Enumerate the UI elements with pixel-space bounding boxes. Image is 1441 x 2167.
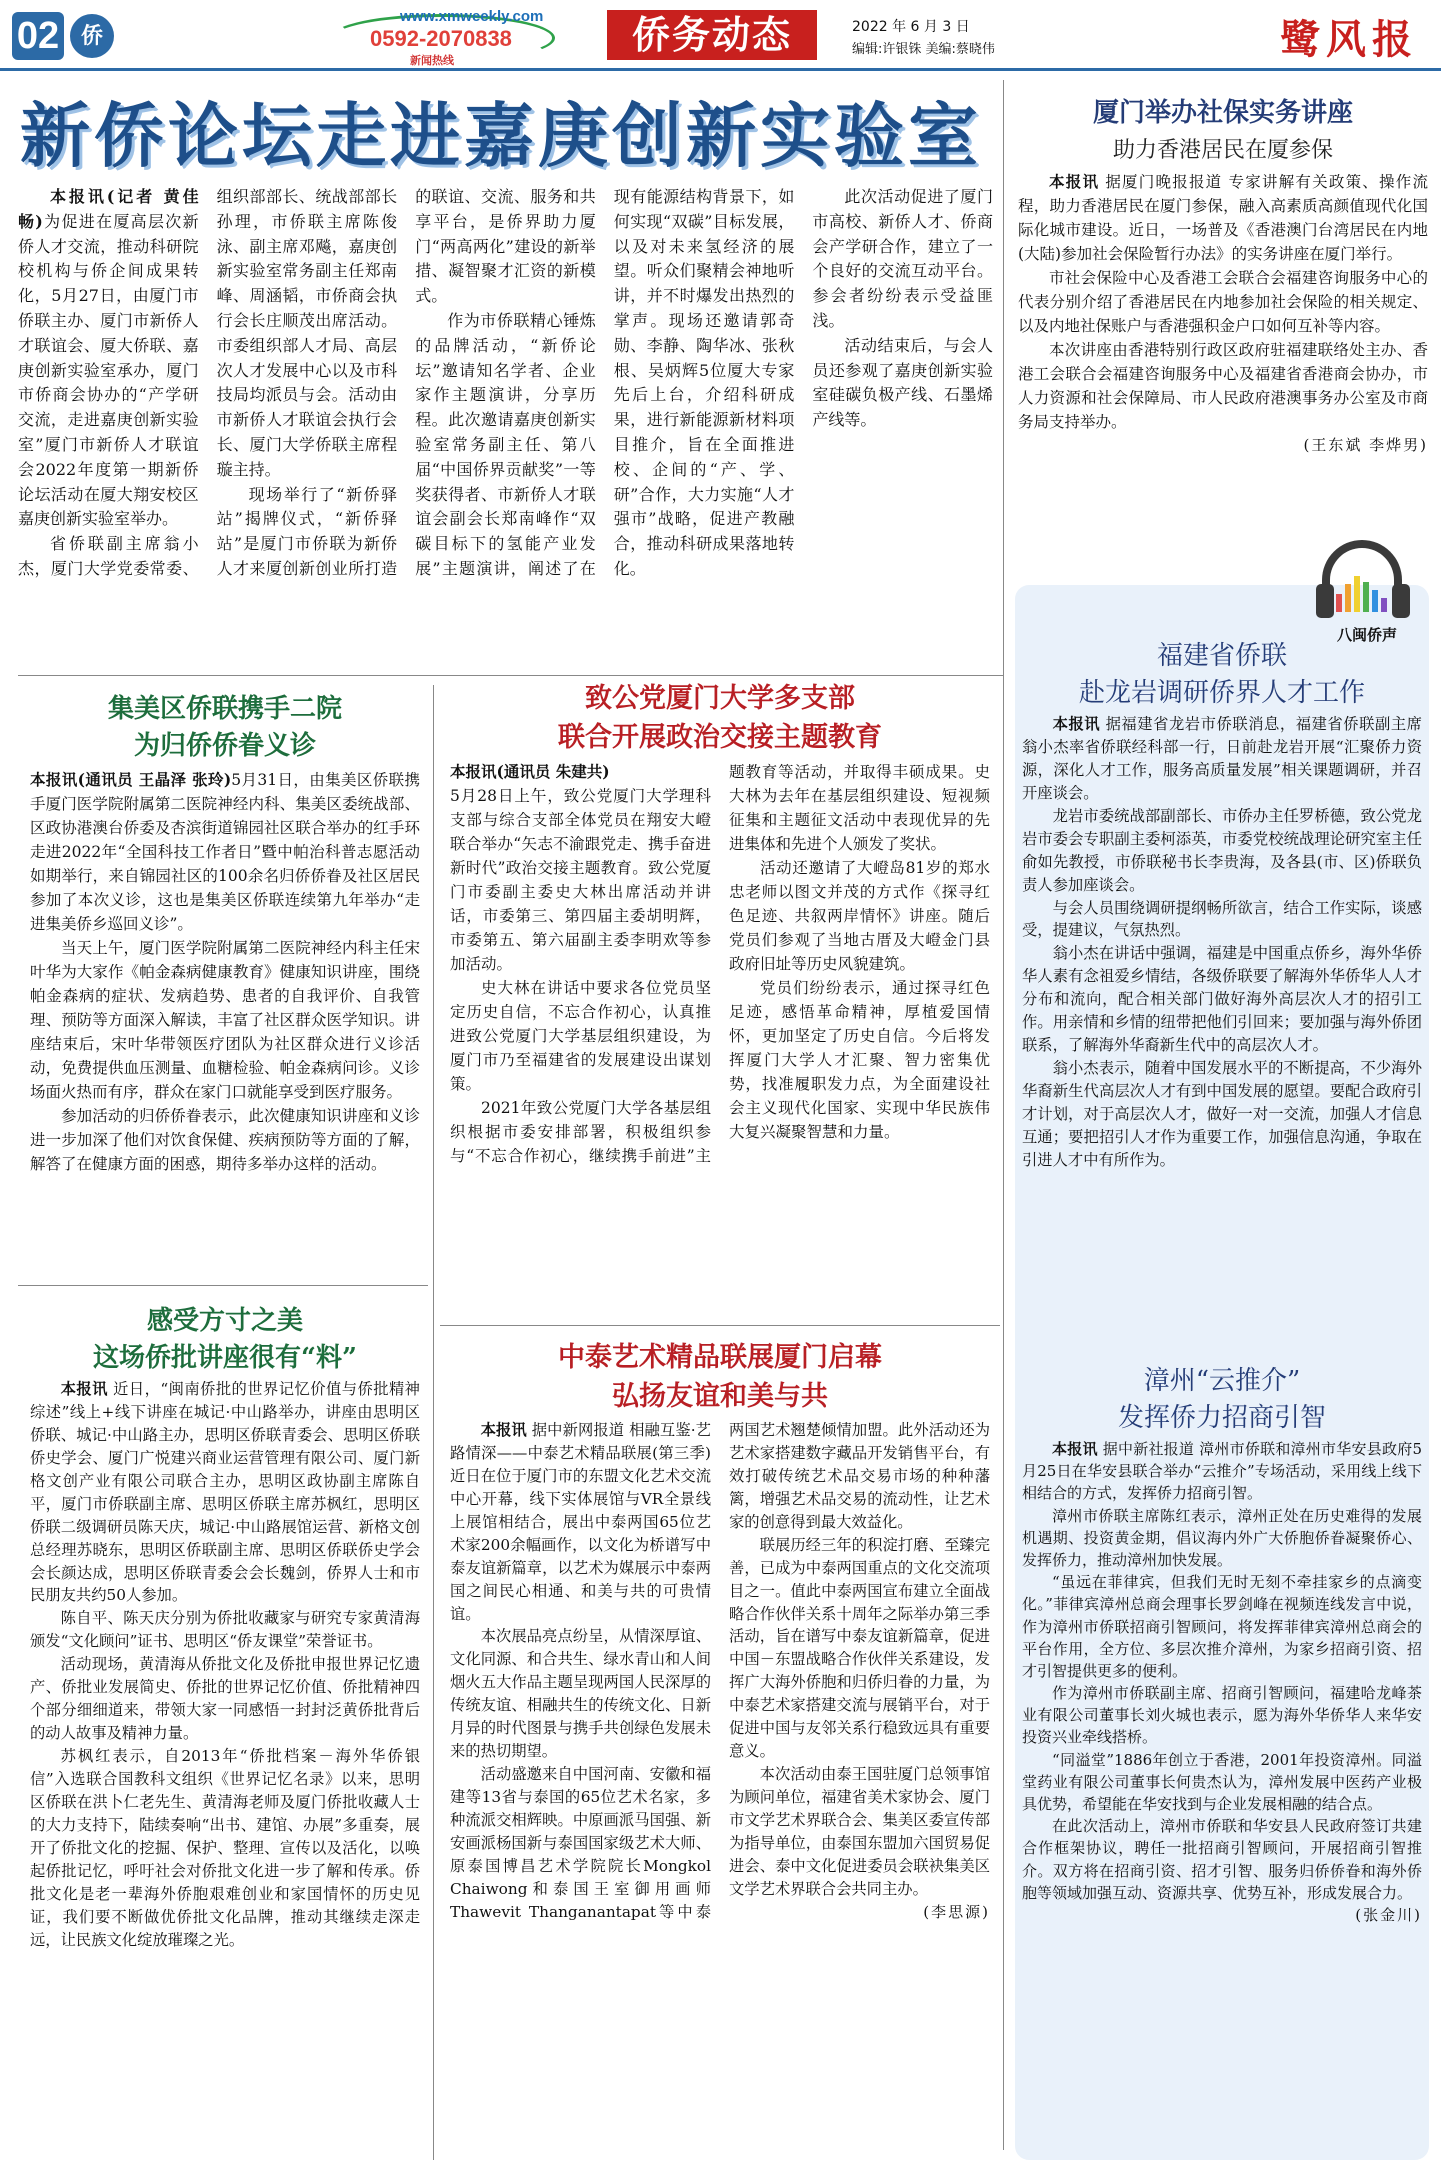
zhigong-para: 本报讯(通讯员 朱建共) 5月28日上午，致公党厦门大学理科支部与综合支部全体党员在翔安大嶝联合举办“矢志不渝跟党走、携手奋进新时代”政治交接主题教育。致公党厦门市委副主委史大林出席活动并讲话，市委第三、第四届主委胡明辉，市委第五、第六届副主委李明欢等参加活动。 [450, 762, 711, 974]
zhangzhou-article [1022, 1360, 1422, 1926]
lead-para: 本报讯(记者 黄佳畅)为促进在厦高层次新侨人才交流，推动科研院校机构与侨企间成果转化，5月27日，由厦门市侨联主办、厦门市新侨人才联谊会、厦大侨联、嘉庚创新实验室承办，厦门市侨商会协办的“产学研交流，走进嘉庚创新实验室”厦门市新侨人才联谊会2022年度第一期新侨论坛活动在厦大翔安校区嘉庚创新实验室举办。 [18, 187, 199, 529]
thai-para: 本次活动由泰王国驻厦门总领事馆为顾问单位，福建省美术家协会、厦门市文学艺术界联合会、集美区委宣传部为指导单位，由泰国东盟加六国贸易促进会、泰中文化促进委员会联袂集美区文学艺术界联合会共同主办。 [729, 1765, 990, 1898]
jimei-body [30, 768, 420, 1176]
masthead-rule [0, 68, 1441, 71]
lead-para: 此次活动促进了厦门市高校、新侨人才、侨商会产学研合作，建立了一个良好的交流互动平台。参会者纷纷表示受益匪浅。 [812, 187, 993, 330]
editors: 编辑:许银铢 美编:蔡晓伟 [852, 42, 995, 57]
fujian-body [1022, 713, 1422, 1172]
thai-para: 本次展品亮点纷呈，从情深厚谊、文化同源、和合共生、绿水青山和人间烟火五大作品主题呈现两国人民深厚的传统友谊、相融共生的传统文化、日新月异的时代图景与携手共创绿色发展未来的热切期望。 [450, 1627, 711, 1761]
zhangzhou-para: “虽远在菲律宾，但我们无时无刻不牵挂家乡的点滴变化。”菲律宾漳州总商会理事长罗剑峰在视频连线发言中说，作为漳州市侨联招商引智顾问，将发挥菲律宾漳州总商会的平台作用，全方位、多层次推介漳州，为家乡招商引资、招才引智提供更多的便利。 [1022, 1573, 1422, 1680]
thai-para: 本报讯 据中新网报道 相融互鉴·艺路情深——中泰艺术精品联展(第三季)近日在位于厦门市的东盟文化艺术交流中心开幕，线下实体展馆与VR全景线上展馆相结合，展出中泰两国65位艺术家200余幅画作，以文化为桥谱写中泰友谊新篇章，以艺术为媒展示中泰两国之间民心相通、和美与共的可贵情谊。 [450, 1421, 711, 1623]
thai-article [450, 1335, 990, 2154]
column-divider [1003, 80, 1004, 2150]
lead-para: 作为市侨联精心锤炼的品牌活动，“新侨论坛”邀请知名学者、企业家作主题演讲，分享历程。此次邀请嘉庚创新实验室常务副主任、第八届“中国侨界贡献奖”一等奖获得者、市新侨人才联谊会副会长郑南峰作“双碳目标下的氢能产业发展”主题演讲，阐述了在现有能源结构背景下，如何实现“双碳”目标发展，以及对未来氢经济的展望。听众们聚精会神地听讲，并不时爆发出热烈的掌声。现场还邀请郭奇勋、李静、陶华冰、张秋根、吴炳辉5位厦大专家先后上台，介绍科研成果，进行新能源新材料项目推介，旨在全面推进校、企间的“产、学、研”合作，大力实施“人才强市”战略，促进产教融合，推动科研成果落地转化。 [415, 187, 795, 578]
qiaopi-para: 苏枫红表示，自2013年“侨批档案－海外华侨银信”入选联合国教科文组织《世界记忆名录》以来，思明区侨联在洪卜仁老先生、黄清海老师及厦门侨批收藏人士的大力支持下，陆续奏响“出书、建馆、办展”多重奏，展开了侨批文化的挖掘、保护、整理、宣传以及活化，以唤起侨批记忆，呼吁社会对侨批文化进一步了解和传承。侨批文化是老一辈海外侨胞艰难创业和家国情怀的历史见证，我们要不断做优侨批文化品牌，推动其继续走深走远，让民族文化绽放璀璨之光。 [30, 1747, 420, 1949]
fujian-para: 本报讯 据福建省龙岩市侨联消息，福建省侨联副主席翁小杰率省侨联经科部一行，日前赴龙岩开展“汇聚侨力资源，深化人才工作，服务高质量发展”相关课题调研，并召开座谈会。 [1022, 715, 1422, 802]
jimei-para: 当天上午，厦门医学院附属第二医院神经内科主任宋叶华为大家作《帕金森病健康教育》健康知识讲座，围绕帕金森病的症状、发病趋势、患者的自我评价、自我管理、预防等方面深入解读，丰富了社区群众医学知识。讲座结束后，宋叶华带领医疗团队为社区群众进行义诊活动，免费提供血压测量、血糖检验、帕金森病问诊。义诊场面火热而有序，群众在家门口就能享受到医疗服务。 [30, 939, 420, 1102]
thai-para: 活动盛邀来自中国河南、安徽和福建等13省与泰国的65位艺术名家，多种流派交相辉映。中原画派马国强、新安画派杨国新与泰国国家级艺术大师、原泰国博昌艺术学院院长Mongkol Chaiwong和泰国王室御用画师Thawevit Thanganantapat等中泰两国艺术翘楚倾情加盟。此外活动还为艺术家搭建数字藏品开发销售平台，有效打破传统艺术品交易市场的种种藩篱，增强艺术品交易的流动性，让艺术家的创意得到最大效益化。 [450, 1421, 990, 1921]
lead-byline: 本报讯(记者 黄佳畅) [18, 187, 199, 231]
qiaopi-article [30, 1300, 420, 1951]
hk-para: 本次讲座由香港特别行政区政府驻福建联络处主办、香港工会联合会福建咨询服务中心及福建省香港商会协办，市人力资源和社会保障局、市人民政府港澳事务办公室及市商务局支持举办。 [1018, 341, 1428, 432]
qiaopi-para: 本报讯 近日，“闽南侨批的世界记忆价值与侨批精神综述”线上+线下讲座在城记·中山路举办，讲座由思明区侨联、城记·中山路主办，思明区侨联青委会、思明区侨联侨史学会、厦门广悦建兴商业运营管理有限公司、厦门新格文创产业有限公司联合主办，思明区政协副主席陈自平，厦门市侨联副主席、思明区侨联主席苏枫红，思明区侨联二级调研员陈天庆，城记·中山路展馆运营、新格文创总经理苏晓东，思明区侨联副主席、思明区侨联侨史学会会长颜达成，思明区侨联青委会会长魏剑，侨界人士和市民朋友共约50人参加。 [30, 1380, 420, 1605]
issue-date: 2022 年 6 月 3 日 [852, 19, 970, 35]
fujian-para: 龙岩市委统战部副部长、市侨办主任罗桥德，致公党龙岩市委会专职副主委柯添英，市委党校统战理论研究室主任俞如先教授，市侨联秘书长李贵海，及各县(市、区)侨联负责人参加座谈会。 [1022, 806, 1422, 894]
zhangzhou-signature: (张金川) [1355, 1905, 1422, 1924]
section-divider [440, 1325, 1000, 1326]
hk-para: 市社会保险中心及香港工会联合会福建咨询服务中心的代表分别介绍了香港居民在内地参加社会保险的相关规定、以及内地社保账户与香港强积金户口如何互补等内容。 [1018, 269, 1428, 336]
hk-title: 厦门举办社保实务讲座 [1092, 98, 1353, 128]
zhangzhou-para: “同溢堂”1886年创立于香港，2001年投资漳州。同溢堂药业有限公司董事长何贵杰认为，漳州发展中医药产业极具优势，希望能在华安找到与企业发展相融的结合点。 [1022, 1750, 1422, 1813]
hk-byline: 本报讯 [1049, 172, 1100, 191]
lead-para: 活动结束后，与会人员还参观了嘉庚创新实验室硅碳负极产线、石墨烯产线等。 [812, 335, 993, 430]
zhangzhou-body [1022, 1438, 1422, 1926]
fujian-title: 福建省侨联 赴龙岩调研侨界人才工作 [1078, 641, 1365, 708]
jimei-byline: 本报讯(通讯员 王晶泽 张玲) [30, 770, 232, 789]
jimei-para: 参加活动的归侨侨眷表示，此次健康知识讲座和义诊进一步加深了他们对饮食保健、疾病预防等方面的了解，解答了在健康方面的困惑，期待多举办这样的活动。 [30, 1107, 420, 1174]
page-badge-icon: 侨 [70, 14, 114, 58]
zhigong-para: 党员们纷纷表示，通过探寻红色足迹，感悟革命精神，厚植爱国情怀，更加坚定了历史自信。今后将发挥厦门大学人才汇聚、智力密集优势，找准履职发力点，为全面建设社会主义现代化国家、实现中华民族伟大复兴凝聚智慧和力量。 [729, 979, 990, 1142]
hk-body [1018, 170, 1428, 457]
hk-signature: (王东斌 李烨男) [1303, 436, 1428, 455]
zhigong-article [450, 676, 990, 1320]
fujian-para: 与会人员围绕调研提纲畅所欲言，结合工作实际，谈感受，提建议，气氛热烈。 [1022, 898, 1422, 940]
fujian-byline: 本报讯 [1052, 715, 1101, 733]
zhangzhou-para: 在此次活动上，漳州市侨联和华安县人民政府签订共建合作框架协议，聘任一批招商引智顾问，开展招商引智推介。双方将在招商引资、招才引智、服务归侨侨眷和海外侨胞等领域加强互动、资源共享、优势互补，形成发展合力。 [1022, 1817, 1422, 1902]
weekly-logo [330, 8, 555, 66]
zhigong-byline: 本报讯(通讯员 朱建共) [450, 762, 610, 781]
zhigong-body [450, 760, 990, 1320]
zhigong-para: 2021年致公党厦门大学各基层组织根据市委安排部署，积极组织参与“不忘合作初心，继续携手前进”主题教育等活动，并取得丰硕成果。史大林为去年在基层组织建设、短视频征集和主题征文活动中表现优异的先进集体和先进个人颁发了奖状。 [450, 763, 990, 1166]
lead-para: 省侨联副主席翁小杰，厦门大学党委常委、组织部部长、统战部部长孙理，市侨联主席陈俊泳、副主席邓飚，嘉庚创新实验室常务副主任郑南峰、周涵韬，市侨商会执行会长庄顺茂出席活动。市委组织部人才局、高层次人才发展中心以及市科技局均派员与会。活动由市新侨人才联谊会执行会长、厦门大学侨联主席程璇主持。 [18, 187, 398, 578]
lead-article [18, 185, 993, 615]
zhigong-title: 致公党厦门大学多支部 联合开展政治交接主题教育 [558, 683, 882, 753]
qiaopi-para: 活动现场，黄清海从侨批文化及侨批申报世界记忆遗产、侨批业发展简史、侨批的世界记忆价值、侨批精神四个部分细细道来，带领大家一同感悟一封封泛黄侨批背后的动人故事及精神力量。 [30, 1655, 420, 1743]
qiaopi-byline: 本报讯 [60, 1380, 108, 1398]
panel-label: 八闽侨声 [1336, 626, 1397, 644]
zhangzhou-byline: 本报讯 [1052, 1440, 1098, 1458]
hk-para: 本报讯 据厦门晚报报道 专家讲解有关政策、操作流程，助力香港居民在厦门参保，融入高素质高颜值现代化国际化城市建设。近日，一场普及《香港澳门台湾居民在内地(大陆)参加社会保险暂行办法》的实务讲座在厦门举行。 [1018, 172, 1428, 264]
jimei-article [30, 688, 420, 1176]
lead-para: 现场举行了“新侨驿站”揭牌仪式，“新侨驿站”是厦门市侨联为新侨人才来厦创新创业所打造的联谊、交流、服务和共享平台，是侨界助力厦门“两高两化”建设的新举措、凝智聚才汇资的新模式。 [216, 187, 596, 578]
qiaopi-title: 感受方寸之美 这场侨批讲座很有“料” [93, 1306, 357, 1373]
zhangzhou-para: 漳州市侨联主席陈红表示，漳州正处在历史难得的发展机遇期、投资黄金期，倡议海内外广大侨胞侨眷凝聚侨心、发挥侨力，推动漳州加快发展。 [1022, 1506, 1422, 1569]
zhangzhou-title: 漳州“云推介” 发挥侨力招商引智 [1117, 1366, 1326, 1433]
zhangzhou-para: 本报讯 据中新社报道 漳州市侨联和漳州市华安县政府5月25日在华安县联合举办“云推介”专场活动，采用线上线下相结合的方式，发挥侨力招商引智。 [1022, 1440, 1422, 1503]
thai-signature: (李思源) [923, 1902, 990, 1921]
lead-headline: 新侨论坛走进嘉庚创新实验室 [20, 94, 982, 177]
fujian-para: 翁小杰在讲话中强调，福建是中国重点侨乡，海外华侨华人素有念祖爱乡情结，各级侨联要了解海外华侨华人人才分布和流向，配合相关部门做好海外高层次人才的招引工作。用亲情和乡情的纽带把他们引回来；要加强与海外侨团联系，了解海外华裔新生代中的高层次人才。 [1022, 944, 1422, 1055]
hotline-number: 0592-2070838 [370, 26, 512, 51]
jimei-title: 集美区侨联携手二院 为归侨侨眷义诊 [107, 694, 342, 761]
column-divider [433, 685, 434, 2160]
hk-article [1018, 92, 1428, 457]
zhigong-para: 活动还邀请了大嶝岛81岁的郑水忠老师以图文并茂的方式作《探寻红色足迹、共叙两岸情怀》讲座。随后党员们参观了当地古厝及大嶝金门县政府旧址等历史风貌建筑。 [729, 859, 990, 974]
headphone-icon [1312, 532, 1422, 647]
masthead [0, 0, 1441, 70]
hotline-label: 新闻热线 [410, 54, 454, 67]
qiaopi-para: 陈自平、陈天庆分别为侨批收藏家与研究专家黄清海颁发“文化顾问”证书、思明区“侨友课堂”荣誉证书。 [30, 1609, 420, 1651]
section-title: 侨务动态 [607, 10, 817, 60]
zhigong-para: 史大林在讲话中要求各位党员坚定历史自信，不忘合作初心，认真推进致公党厦门大学基层组织建设，为厦门市乃至福建省的发展建设出谋划策。 [450, 979, 711, 1094]
zhangzhou-para: 作为漳州市侨联副主席、招商引智顾问，福建哈龙峰茶业有限公司董事长刘火城也表示，愿为海外华侨华人来华安投资兴业牵线搭桥。 [1022, 1684, 1422, 1747]
page-number: 02 [12, 12, 64, 60]
thai-title: 中泰艺术精品联展厦门启幕 弘扬友谊和美与共 [558, 1342, 882, 1412]
hk-subtitle: 助力香港居民在厦参保 [1112, 138, 1333, 163]
thai-para: 联展历经三年的积淀打磨、至臻完善，已成为中泰两国重点的文化交流项目之一。值此中泰两国宣布建立全面战略合作伙伴关系十周年之际举办第三季活动，旨在谱写中泰友谊新篇章，促进中国－东盟战略合作伙伴关系建设，发挥广大海外侨胞和归侨归眷的力量，为中泰艺术家搭建交流与展销平台，对于促进中国与友邻关系行稳致远具有重要意义。 [729, 1535, 990, 1761]
site-url: www.xmweekly.com [400, 8, 544, 25]
newspaper-brand: 鹭风报 [1280, 16, 1418, 63]
thai-byline: 本报讯 [480, 1421, 527, 1439]
fujian-article [1022, 635, 1422, 1172]
jimei-para: 本报讯(通讯员 王晶泽 张玲)5月31日，由集美区侨联携手厦门医学院附属第二医院神经内科、集美区委统战部、区政协港澳台侨委及杏滨街道锦园社区联合举办的红手环走进2022年“全国科技工作者日”暨中帕治科普志愿活动如期举行，来自锦园社区的100余名归侨侨眷及社区居民参加了本次义诊，这也是集美区侨联连续第九年举办“走进集美侨乡巡回义诊”。 [30, 770, 420, 934]
thai-body [450, 1419, 990, 2154]
fujian-para: 翁小杰表示，随着中国发展水平的不断提高，不少海外华裔新生代高层次人才有到中国发展的愿望。要配合政府引才计划，对于高层次人才，做好一对一交流，加强人才信息互通；要把招引人才作为重要工作，加强信息沟通，争取在引进人才中有所作为。 [1022, 1059, 1422, 1169]
qiaopi-body [30, 1378, 420, 1951]
section-divider [18, 1285, 428, 1286]
